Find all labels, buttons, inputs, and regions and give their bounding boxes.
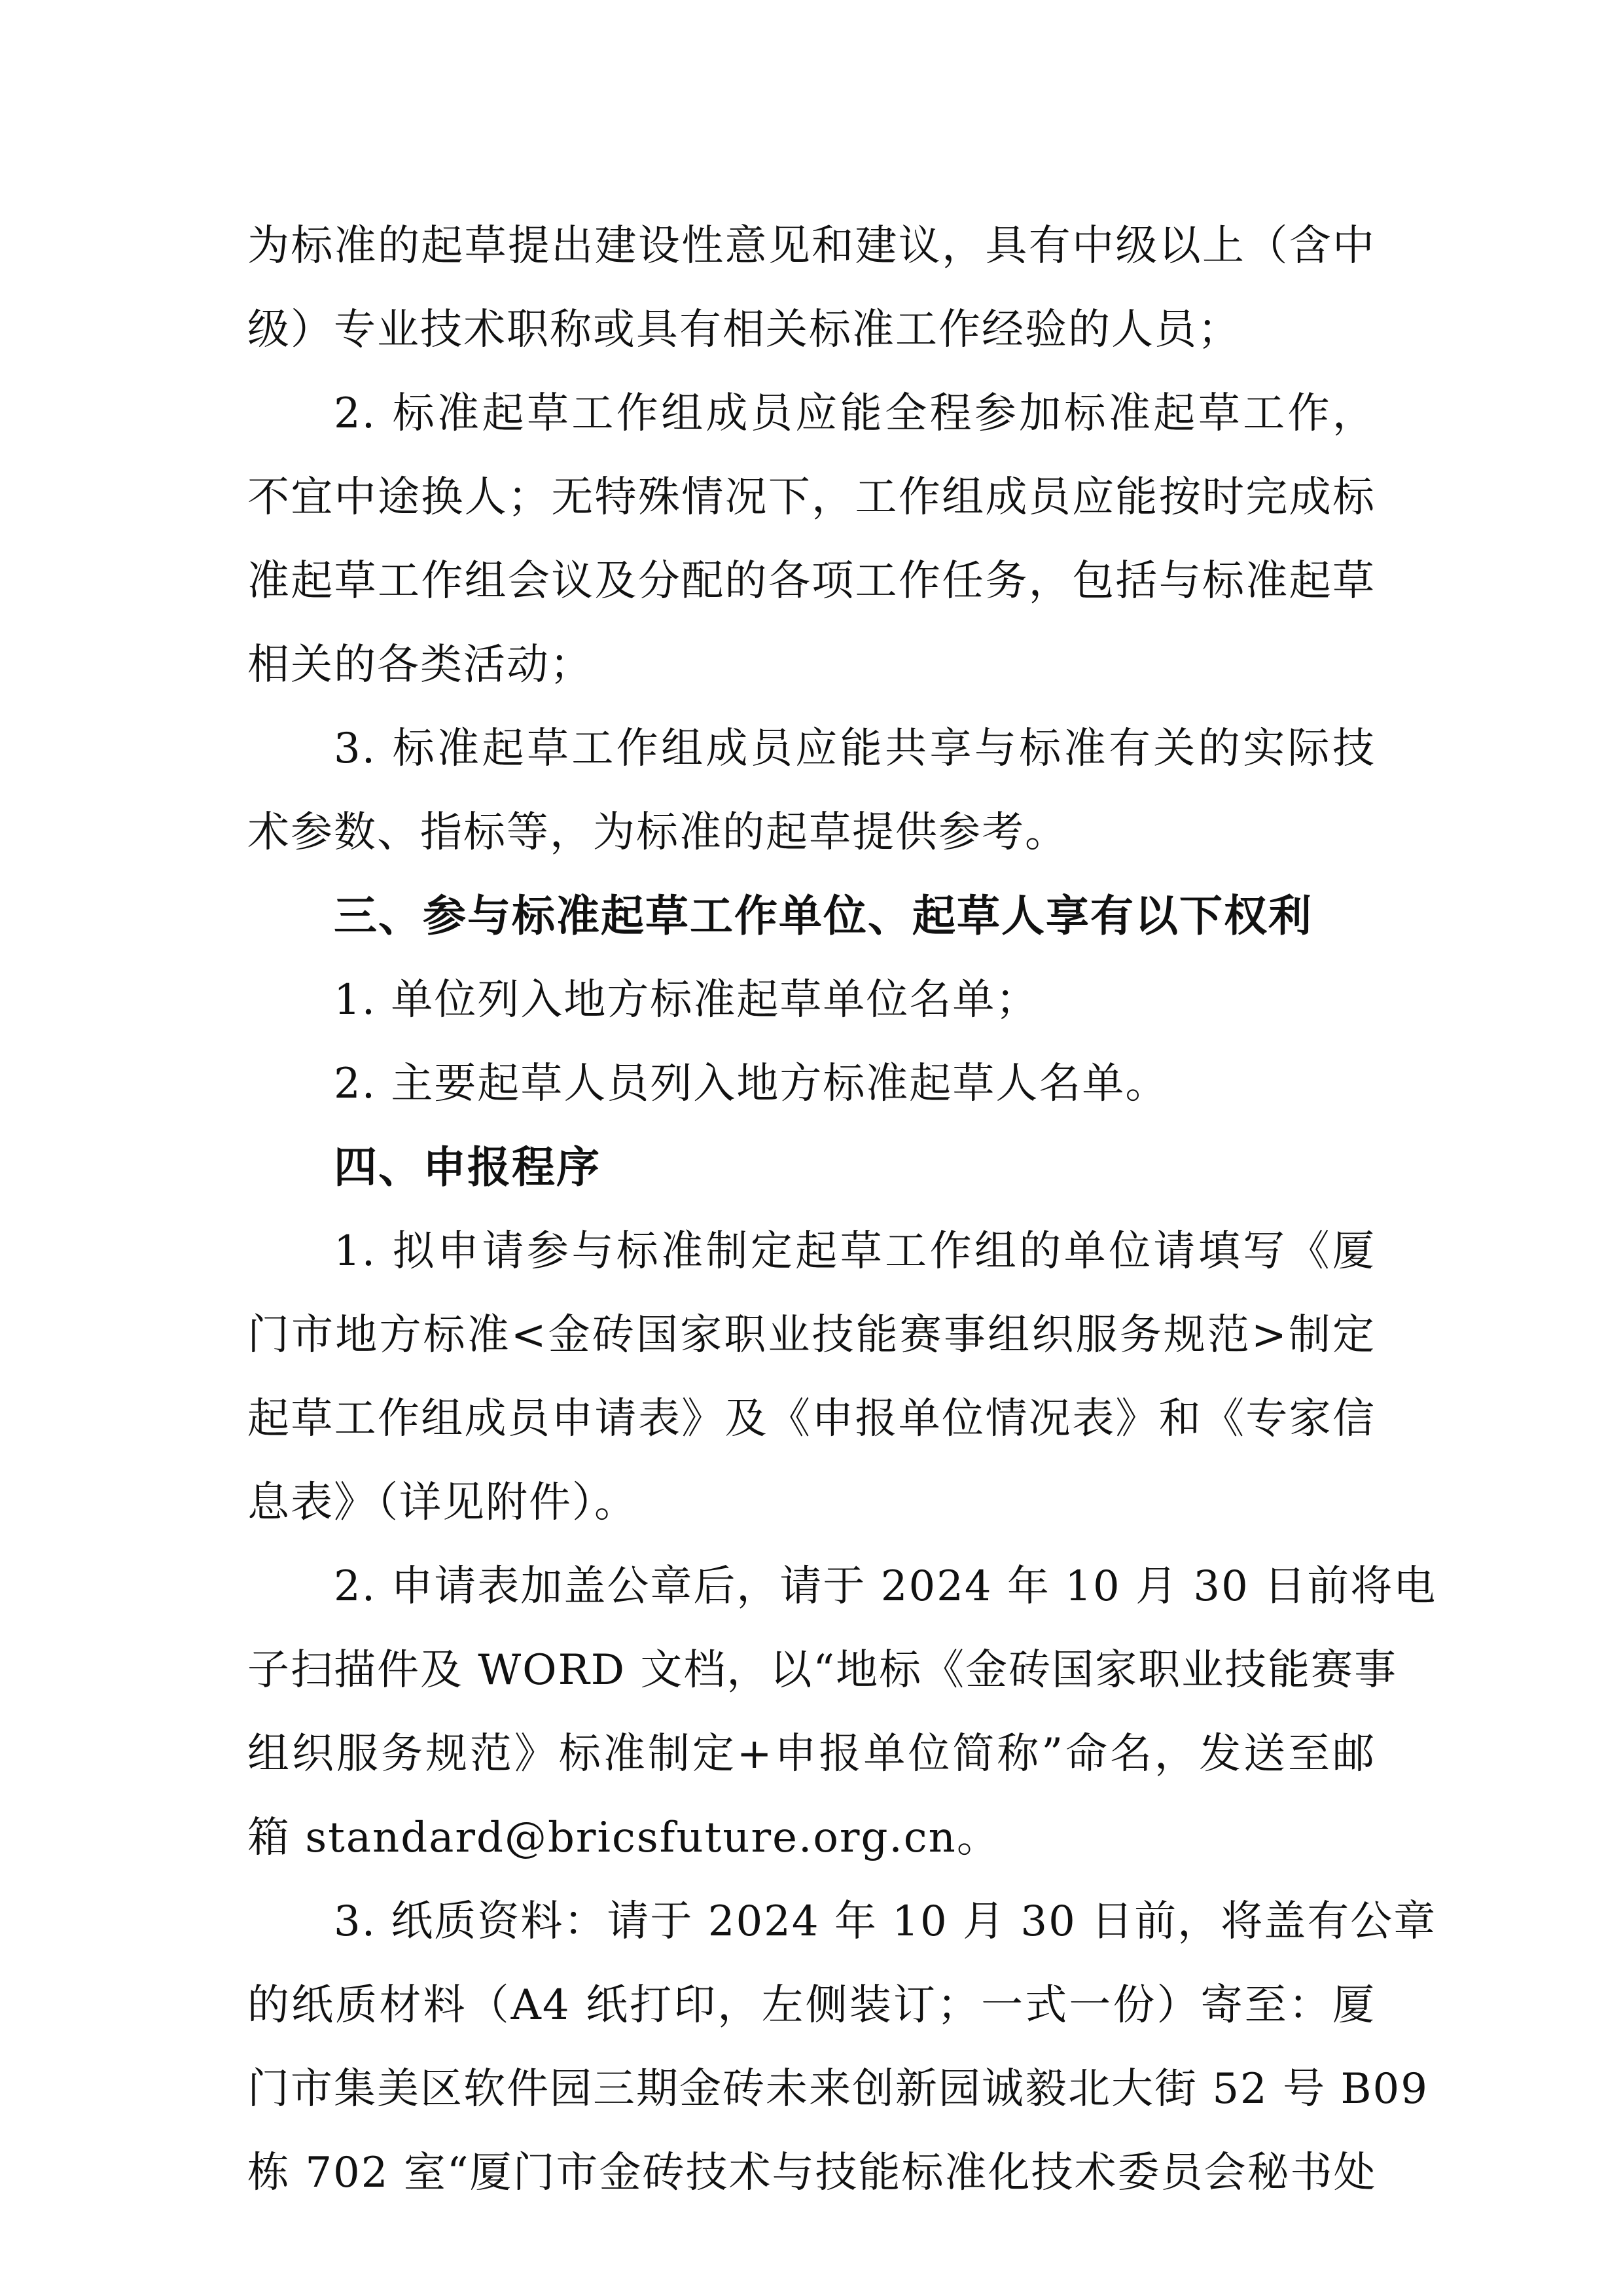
section-heading: 四、申报程序: [334, 1142, 601, 1193]
text-line: 术参数、指标等，为标准的起草提供参考。: [247, 808, 1068, 857]
text-line: 相关的各类活动；: [247, 641, 593, 689]
text-line: 不宜中途换人；无特殊情况下，工作组成员应能按时完成标: [247, 473, 1376, 522]
text-line: 门市集美区软件园三期金砖未来创新园诚毅北大街 52 号 B09: [247, 2065, 1429, 2113]
text-line: 子扫描件及 WORD 文档，以“地标《金砖国家职业技能赛事: [247, 1646, 1398, 1695]
section-heading-rights: [247, 874, 1376, 958]
text-line: 1. 拟申请参与标准制定起草工作组的单位请填写《厦: [334, 1227, 1376, 1276]
paragraph-procedure-2: [247, 1545, 1437, 1880]
text-line-email: 箱 standard@bricsfuture.org.cn。: [247, 1814, 1000, 1862]
text-line: 2. 主要起草人员列入地方标准起草人名单。: [334, 1060, 1169, 1108]
section-heading: 三、参与标准起草工作单位、起草人享有以下权利: [334, 891, 1313, 941]
text-line: 级）专业技术职称或具有相关标准工作经验的人员；: [247, 306, 1241, 354]
paragraph-right-2: [247, 1042, 1376, 1126]
text-line: 1. 单位列入地方标准起草单位名单；: [334, 976, 1039, 1024]
paragraph-requirement-1-continued: [247, 204, 1376, 372]
text-line: 门市地方标准<金砖国家职业技能赛事组织服务规范>制定: [247, 1311, 1376, 1359]
paragraph-requirement-2: [247, 372, 1376, 707]
text-line: 3. 纸质资料：请于 2024 年 10 月 30 日前，将盖有公章: [334, 1897, 1437, 1946]
document-page: [247, 204, 1437, 2215]
text-line: 3. 标准起草工作组成员应能共享与标准有关的实际技: [334, 725, 1376, 773]
text-line: 为标准的起草提出建设性意见和建议，具有中级以上（含中: [247, 222, 1376, 270]
text-line: 的纸质材料（A4 纸打印，左侧装订；一式一份）寄至：厦: [247, 1981, 1376, 2030]
section-heading-procedure: [247, 1126, 1376, 1210]
paragraph-right-1: [247, 958, 1376, 1042]
text-line: 准起草工作组会议及分配的各项工作任务，包括与标准起草: [247, 557, 1376, 605]
text-line: 2. 标准起草工作组成员应能全程参加标准起草工作，: [334, 389, 1376, 438]
text-line: 组织服务规范》标准制定+申报单位简称”命名，发送至邮: [247, 1730, 1376, 1778]
text-line: 息表》（详见附件）。: [247, 1479, 637, 1527]
paragraph-procedure-1: [247, 1210, 1376, 1545]
text-line: 栋 702 室“厦门市金砖技术与技能标准化技术委员会秘书处: [247, 2149, 1377, 2197]
text-line: 起草工作组成员申请表》及《申报单位情况表》和《专家信: [247, 1395, 1376, 1443]
paragraph-procedure-3: [247, 1880, 1437, 2215]
paragraph-requirement-3: [247, 707, 1376, 874]
text-line: 2. 申请表加盖公章后，请于 2024 年 10 月 30 日前将电: [334, 1562, 1437, 1611]
